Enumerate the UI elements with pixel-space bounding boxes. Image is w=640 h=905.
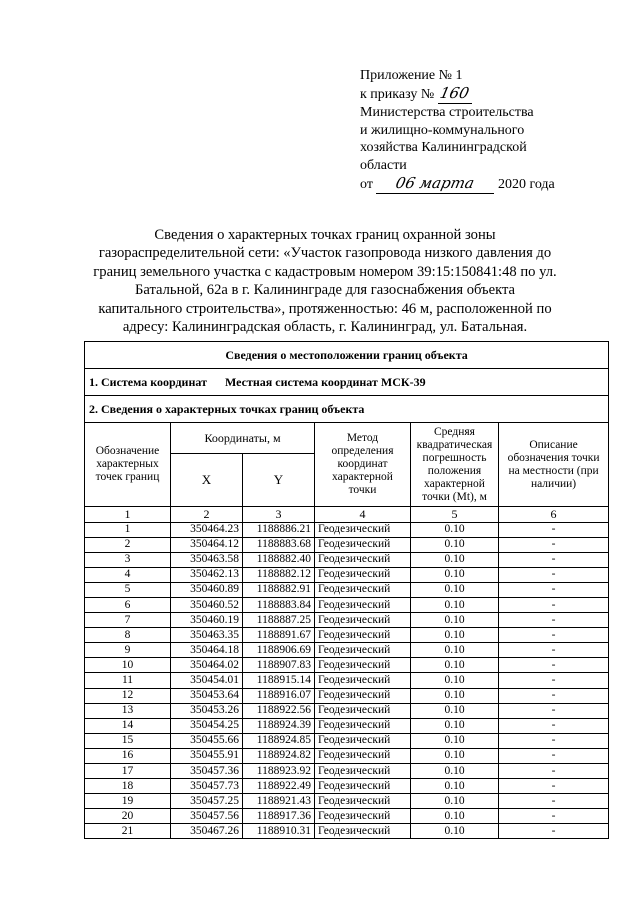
date-suffix: 2020 года xyxy=(497,176,555,192)
points-title: 2. Сведения о характерных точках границ объекта xyxy=(85,396,609,423)
y-coordinate: 1188886.21 xyxy=(243,522,315,537)
x-coordinate: 350457.25 xyxy=(171,794,243,809)
method: Геодезический xyxy=(315,628,411,643)
table-row xyxy=(85,794,609,809)
point-number: 9 xyxy=(85,643,171,658)
x-coordinate: 350454.25 xyxy=(171,718,243,733)
table-row xyxy=(85,567,609,582)
table-row xyxy=(85,779,609,794)
x-coordinate: 350464.23 xyxy=(171,522,243,537)
y-coordinate: 1188882.12 xyxy=(243,567,315,582)
table-row xyxy=(85,628,609,643)
accuracy: 0.10 xyxy=(411,613,499,628)
x-coordinate: 350460.19 xyxy=(171,613,243,628)
method: Геодезический xyxy=(315,733,411,748)
column-number: 5 xyxy=(411,507,499,523)
description: - xyxy=(499,688,609,703)
column-number: 3 xyxy=(243,507,315,523)
y-coordinate: 1188916.07 xyxy=(243,688,315,703)
accuracy: 0.10 xyxy=(411,567,499,582)
y-coordinate: 1188921.43 xyxy=(243,794,315,809)
accuracy: 0.10 xyxy=(411,809,499,824)
table-row xyxy=(85,748,609,763)
table-row xyxy=(85,582,609,597)
y-coordinate: 1188887.25 xyxy=(243,613,315,628)
table-row xyxy=(85,673,609,688)
appendix-title: Приложение № 1 xyxy=(360,68,463,83)
point-number: 6 xyxy=(85,597,171,612)
table-row xyxy=(85,764,609,779)
y-coordinate: 1188882.40 xyxy=(243,552,315,567)
x-coordinate: 350464.02 xyxy=(171,658,243,673)
y-coordinate: 1188924.39 xyxy=(243,718,315,733)
description: - xyxy=(499,733,609,748)
description: - xyxy=(499,522,609,537)
accuracy: 0.10 xyxy=(411,628,499,643)
table-row xyxy=(85,733,609,748)
y-coordinate: 1188924.82 xyxy=(243,748,315,763)
accuracy: 0.10 xyxy=(411,597,499,612)
table-row xyxy=(85,824,609,839)
x-coordinate: 350460.52 xyxy=(171,597,243,612)
point-number: 2 xyxy=(85,537,171,552)
y-coordinate: 1188883.84 xyxy=(243,597,315,612)
description: - xyxy=(499,597,609,612)
table-row xyxy=(85,522,609,537)
accuracy: 0.10 xyxy=(411,718,499,733)
table-row xyxy=(85,643,609,658)
accuracy: 0.10 xyxy=(411,658,499,673)
point-number: 8 xyxy=(85,628,171,643)
point-number: 3 xyxy=(85,552,171,567)
header-description: Описание обозначения точки на местности (при наличии) xyxy=(499,423,609,507)
header-accuracy: Средняя квадратическая погрешность положения характерной точки (Mt), м xyxy=(411,423,499,507)
method: Геодезический xyxy=(315,673,411,688)
order-prefix: к приказу № xyxy=(360,86,435,102)
accuracy: 0.10 xyxy=(411,733,499,748)
ministry-line-2: и жилищно-коммунального xyxy=(360,122,525,138)
table-row xyxy=(85,613,609,628)
header-x: X xyxy=(171,454,243,507)
accuracy: 0.10 xyxy=(411,748,499,763)
x-coordinate: 350457.73 xyxy=(171,779,243,794)
table-row xyxy=(85,658,609,673)
accuracy: 0.10 xyxy=(411,794,499,809)
table-row xyxy=(85,688,609,703)
description: - xyxy=(499,582,609,597)
point-number: 13 xyxy=(85,703,171,718)
description: - xyxy=(499,613,609,628)
point-number: 10 xyxy=(85,658,171,673)
accuracy: 0.10 xyxy=(411,703,499,718)
date-prefix: от xyxy=(360,176,373,192)
point-number: 16 xyxy=(85,748,171,763)
column-number: 4 xyxy=(315,507,411,523)
method: Геодезический xyxy=(315,748,411,763)
point-number: 20 xyxy=(85,809,171,824)
description: - xyxy=(499,809,609,824)
method: Геодезический xyxy=(315,688,411,703)
ministry-line-4: области xyxy=(360,157,407,173)
y-coordinate: 1188891.67 xyxy=(243,628,315,643)
accuracy: 0.10 xyxy=(411,537,499,552)
accuracy: 0.10 xyxy=(411,764,499,779)
x-coordinate: 350460.89 xyxy=(171,582,243,597)
point-number: 4 xyxy=(85,567,171,582)
method: Геодезический xyxy=(315,582,411,597)
table-row xyxy=(85,809,609,824)
method: Геодезический xyxy=(315,658,411,673)
x-coordinate: 350457.56 xyxy=(171,809,243,824)
date-handwritten: 06 марта xyxy=(394,173,477,192)
date-line xyxy=(360,175,620,194)
order-line xyxy=(360,85,620,105)
point-number: 12 xyxy=(85,688,171,703)
accuracy: 0.10 xyxy=(411,673,499,688)
y-coordinate: 1188883.68 xyxy=(243,537,315,552)
header-coords: Координаты, м xyxy=(171,423,315,454)
accuracy: 0.10 xyxy=(411,643,499,658)
description: - xyxy=(499,764,609,779)
column-number: 2 xyxy=(171,507,243,523)
y-coordinate: 1188917.36 xyxy=(243,809,315,824)
order-number-handwritten: 160 xyxy=(438,83,472,102)
header-y: Y xyxy=(243,454,315,507)
y-coordinate: 1188922.56 xyxy=(243,703,315,718)
coord-system-row xyxy=(85,369,609,396)
x-coordinate: 350464.12 xyxy=(171,537,243,552)
column-number-row xyxy=(85,507,609,523)
table-row xyxy=(85,552,609,567)
point-number: 17 xyxy=(85,764,171,779)
method: Геодезический xyxy=(315,597,411,612)
description: - xyxy=(499,643,609,658)
x-coordinate: 350463.58 xyxy=(171,552,243,567)
point-number: 11 xyxy=(85,673,171,688)
coord-system-value: Местная система координат МСК-39 xyxy=(224,375,426,389)
description: - xyxy=(499,552,609,567)
y-coordinate: 1188910.31 xyxy=(243,824,315,839)
description: - xyxy=(499,794,609,809)
y-coordinate: 1188924.85 xyxy=(243,733,315,748)
x-coordinate: 350453.64 xyxy=(171,688,243,703)
description: - xyxy=(499,703,609,718)
method: Геодезический xyxy=(315,703,411,718)
description: - xyxy=(499,567,609,582)
method: Геодезический xyxy=(315,522,411,537)
x-coordinate: 350467.26 xyxy=(171,824,243,839)
description: - xyxy=(499,779,609,794)
x-coordinate: 350464.18 xyxy=(171,643,243,658)
method: Геодезический xyxy=(315,718,411,733)
table-row xyxy=(85,597,609,612)
accuracy: 0.10 xyxy=(411,824,499,839)
description: - xyxy=(499,748,609,763)
ministry-line-3: хозяйства Калининградской xyxy=(360,140,527,156)
point-number: 18 xyxy=(85,779,171,794)
x-coordinate: 350462.13 xyxy=(171,567,243,582)
point-number: 1 xyxy=(85,522,171,537)
y-coordinate: 1188906.69 xyxy=(243,643,315,658)
description: - xyxy=(499,628,609,643)
y-coordinate: 1188923.92 xyxy=(243,764,315,779)
x-coordinate: 350463.35 xyxy=(171,628,243,643)
x-coordinate: 350457.36 xyxy=(171,764,243,779)
method: Геодезический xyxy=(315,537,411,552)
description: - xyxy=(499,537,609,552)
method: Геодезический xyxy=(315,643,411,658)
header-method: Метод определения координат характерной точки xyxy=(315,423,411,507)
appendix-block xyxy=(360,67,620,194)
document-title: Сведения о характерных точках границ охранной зоны газораспределительной сети: «Участок газопровода низкого давления до границ земельного участка с кадастровым номером 39:15:150841:48 по ул. Батальной, 62а в г. Калининграде для газоснабжения объекта капитального строительства», протяженностью: 46 м, расположенной по адресу: Калининградская область, г. Калининград, ул. Батальная. xyxy=(93,227,557,336)
point-number: 15 xyxy=(85,733,171,748)
accuracy: 0.10 xyxy=(411,552,499,567)
accuracy: 0.10 xyxy=(411,688,499,703)
y-coordinate: 1188907.83 xyxy=(243,658,315,673)
column-number: 1 xyxy=(85,507,171,523)
boundary-points-table xyxy=(84,341,609,839)
method: Геодезический xyxy=(315,567,411,582)
description: - xyxy=(499,718,609,733)
method: Геодезический xyxy=(315,809,411,824)
ministry-line-1: Министерства строительства xyxy=(360,105,534,121)
point-number: 7 xyxy=(85,613,171,628)
table-row xyxy=(85,718,609,733)
accuracy: 0.10 xyxy=(411,779,499,794)
method: Геодезический xyxy=(315,552,411,567)
method: Геодезический xyxy=(315,824,411,839)
column-number: 6 xyxy=(499,507,609,523)
coord-system-label: 1. Система координат xyxy=(89,375,207,389)
section-title: Сведения о местоположении границ объекта xyxy=(85,342,609,369)
point-number: 14 xyxy=(85,718,171,733)
x-coordinate: 350455.66 xyxy=(171,733,243,748)
x-coordinate: 350454.01 xyxy=(171,673,243,688)
method: Геодезический xyxy=(315,764,411,779)
table-row xyxy=(85,537,609,552)
y-coordinate: 1188882.91 xyxy=(243,582,315,597)
description: - xyxy=(499,673,609,688)
point-number: 21 xyxy=(85,824,171,839)
header-point: Обозначение характерных точек границ xyxy=(85,423,171,507)
method: Геодезический xyxy=(315,613,411,628)
x-coordinate: 350455.91 xyxy=(171,748,243,763)
method: Геодезический xyxy=(315,779,411,794)
description: - xyxy=(499,824,609,839)
y-coordinate: 1188915.14 xyxy=(243,673,315,688)
accuracy: 0.10 xyxy=(411,582,499,597)
description: - xyxy=(499,658,609,673)
method: Геодезический xyxy=(315,794,411,809)
y-coordinate: 1188922.49 xyxy=(243,779,315,794)
table-row xyxy=(85,703,609,718)
point-number: 5 xyxy=(85,582,171,597)
x-coordinate: 350453.26 xyxy=(171,703,243,718)
accuracy: 0.10 xyxy=(411,522,499,537)
point-number: 19 xyxy=(85,794,171,809)
